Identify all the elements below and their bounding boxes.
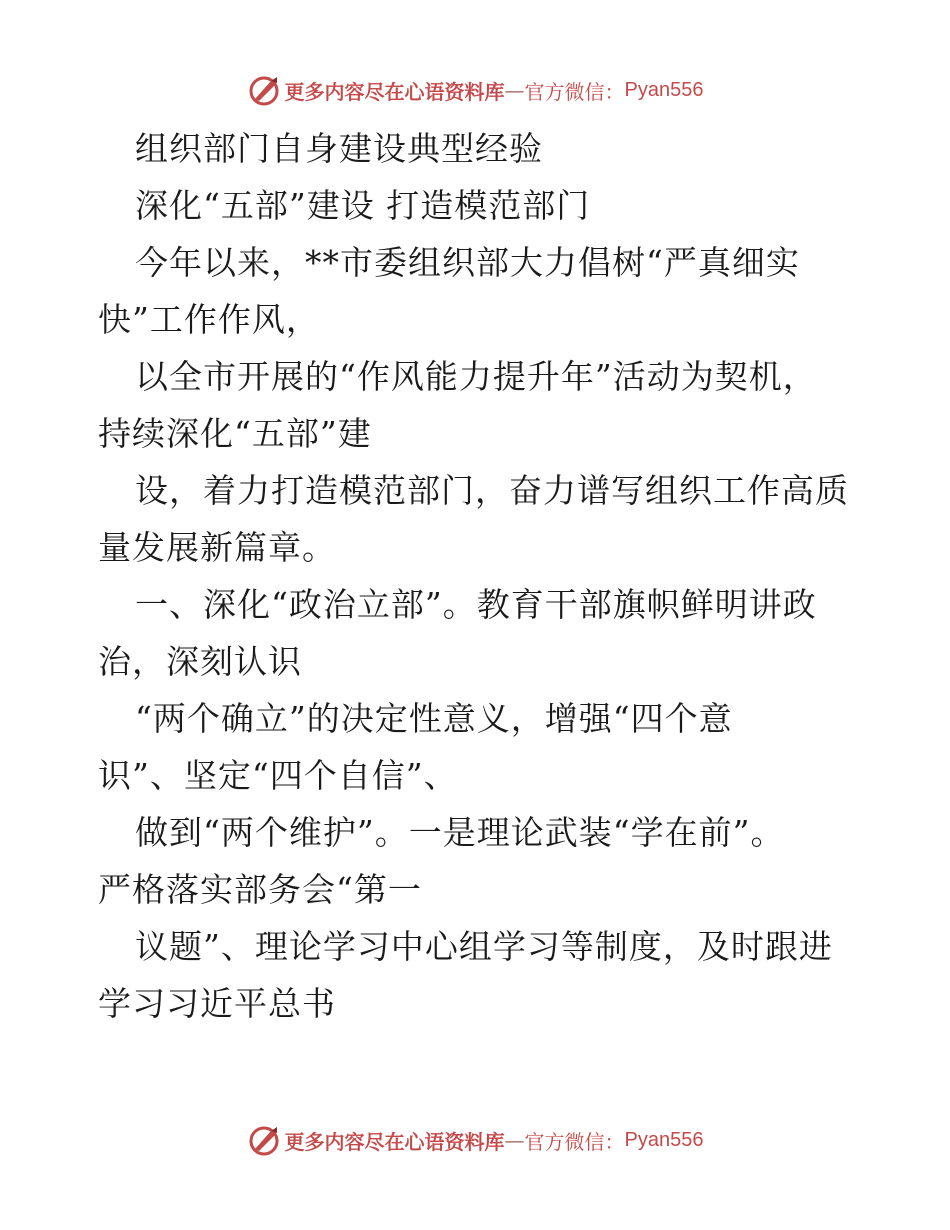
- doc-line: 议题”、理论学习中心组学习等制度，及时跟进: [135, 927, 833, 966]
- watermark-dash: —: [504, 1128, 525, 1152]
- watermark-text: 更多内容尽在心语资料库: [284, 1129, 505, 1154]
- doc-line: 严格落实部务会“第一: [98, 870, 422, 909]
- doc-line: 快”工作作风，: [98, 300, 320, 339]
- doc-line: 学习习近平总书: [98, 984, 336, 1023]
- doc-title: 组织部门自身建设典型经验: [135, 129, 543, 168]
- doc-line: 一、深化“政治立部”。教育干部旗帜鲜明讲政: [135, 585, 817, 624]
- watermark-text: 更多内容尽在心语资料库: [284, 79, 505, 104]
- watermark-dash: —: [504, 78, 525, 102]
- pen-logo-icon: [247, 73, 281, 107]
- doc-line: 量发展新篇章。: [98, 528, 336, 567]
- header-watermark: [0, 70, 950, 110]
- document-body: [98, 120, 858, 1032]
- watermark-label: 官方微信：: [524, 79, 625, 104]
- doc-line: 做到“两个维护”。一是理论武装“学在前”。: [135, 813, 785, 852]
- doc-line: “两个确立”的决定性意义，增强“四个意: [135, 699, 733, 738]
- doc-line: 识”、坚定“四个自信”、: [98, 756, 458, 795]
- doc-line: 以全市开展的“作风能力提升年”活动为契机，: [135, 357, 817, 396]
- doc-line: 设，着力打造模范部门，奋力谱写组织工作高质: [135, 471, 849, 510]
- doc-line: 今年以来，**市委组织部大力倡树“严真细实: [135, 243, 800, 282]
- watermark-label: 官方微信：: [524, 1129, 625, 1154]
- watermark-id: Pyan556: [624, 1128, 704, 1151]
- doc-line: 治，深刻认识: [98, 642, 302, 681]
- pen-logo-icon: [247, 1123, 281, 1157]
- footer-watermark: [0, 1120, 950, 1160]
- doc-line: 持续深化“五部”建: [98, 414, 372, 453]
- doc-subtitle: 深化“五部”建设 打造模范部门: [135, 186, 591, 225]
- watermark-id: Pyan556: [624, 78, 704, 101]
